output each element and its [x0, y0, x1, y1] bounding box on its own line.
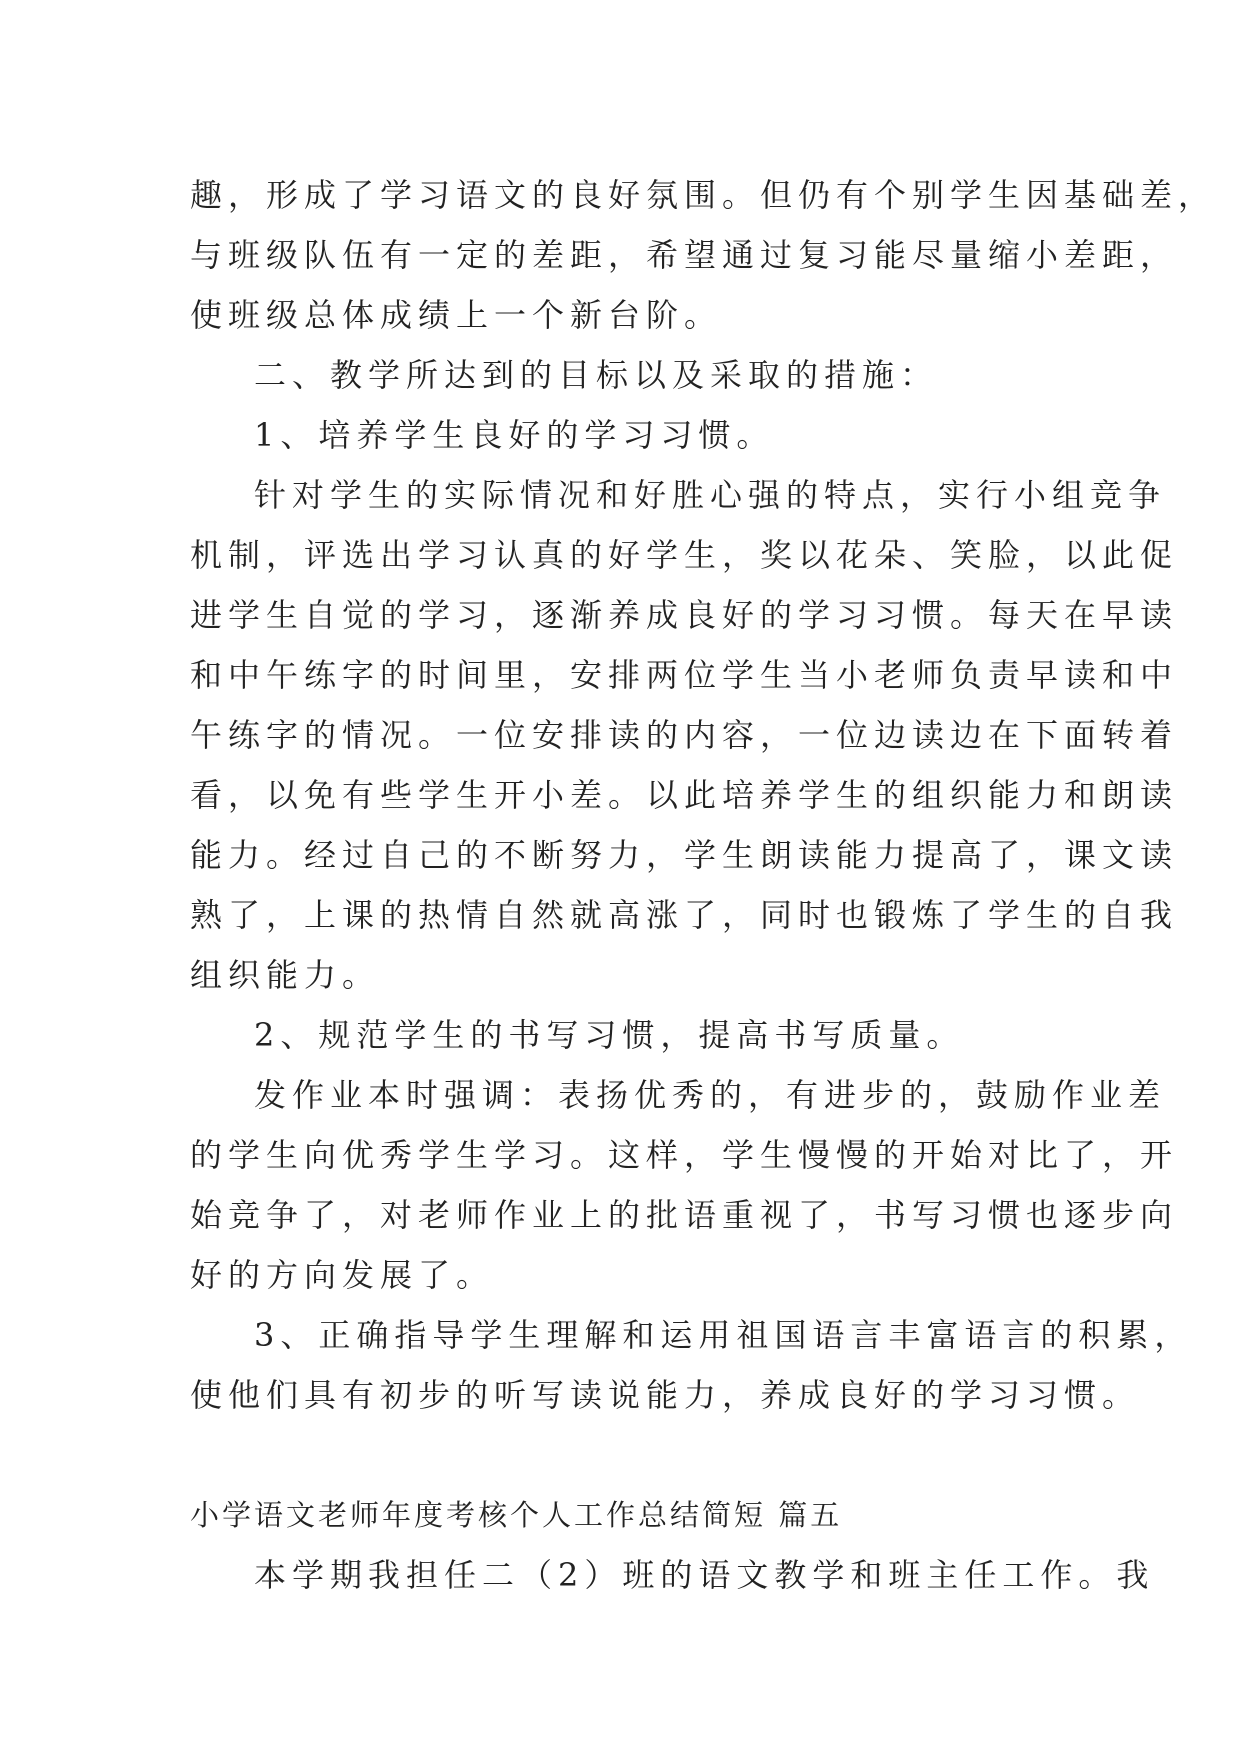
- paragraph-line: 使班级总体成绩上一个新台阶。: [190, 296, 723, 334]
- paragraph-line: 午练字的情况。一位安排读的内容，一位边读边在下面转着: [190, 716, 1179, 754]
- paragraph-line: 熟了，上课的热情自然就高涨了，同时也锻炼了学生的自我: [190, 896, 1179, 934]
- paragraph-line: 能力。经过自己的不断努力，学生朗读能力提高了，课文读: [190, 836, 1179, 874]
- document-body: [190, 165, 1217, 1605]
- section-title: 小学语文老师年度考核个人工作总结简短 篇五: [190, 1498, 843, 1532]
- section-heading-two: 二、教学所达到的目标以及采取的措施：: [254, 356, 939, 394]
- paragraph-line: 始竞争了，对老师作业上的批语重视了，书写习惯也逐步向: [190, 1196, 1179, 1234]
- paragraph-line: 和中午练字的时间里，安排两位学生当小老师负责早读和中: [190, 656, 1179, 694]
- paragraph-line: 针对学生的实际情况和好胜心强的特点，实行小组竞争: [254, 476, 1167, 514]
- blank-gap: [190, 1425, 1050, 1485]
- paragraph-line: 好的方向发展了。: [190, 1256, 495, 1294]
- paragraph-line: 机制，评选出学习认真的好学生，奖以花朵、笑脸，以此促: [190, 536, 1179, 574]
- paragraph-line: 的学生向优秀学生学习。这样，学生慢慢的开始对比了，开: [190, 1136, 1179, 1174]
- paragraph-line: 进学生自觉的学习，逐渐养成良好的学习习惯。每天在早读: [190, 596, 1179, 634]
- paragraph-line: 本学期我担任二（2）班的语文教学和班主任工作。我: [254, 1556, 1155, 1594]
- paragraph-line: 看，以免有些学生开小差。以此培养学生的组织能力和朗读: [190, 776, 1179, 814]
- paragraph-line: 发作业本时强调：表扬优秀的，有进步的，鼓励作业差: [254, 1076, 1167, 1114]
- paragraph-line: 与班级队伍有一定的差距，希望通过复习能尽量缩小差距，: [190, 236, 1179, 274]
- paragraph-line: 组织能力。: [190, 956, 381, 994]
- item-heading-1: 1、培养学生良好的学习习惯。: [254, 416, 775, 454]
- item-heading-3: 3、正确指导学生理解和运用祖国语言丰富语言的积累，: [254, 1316, 1193, 1354]
- item-heading-2: 2、规范学生的书写习惯，提高书写质量。: [254, 1016, 965, 1054]
- paragraph-line: 使他们具有初步的听写读说能力，养成良好的学习习惯。: [190, 1376, 1141, 1414]
- paragraph-line: 趣，形成了学习语文的良好氛围。但仍有个别学生因基础差，: [190, 176, 1217, 214]
